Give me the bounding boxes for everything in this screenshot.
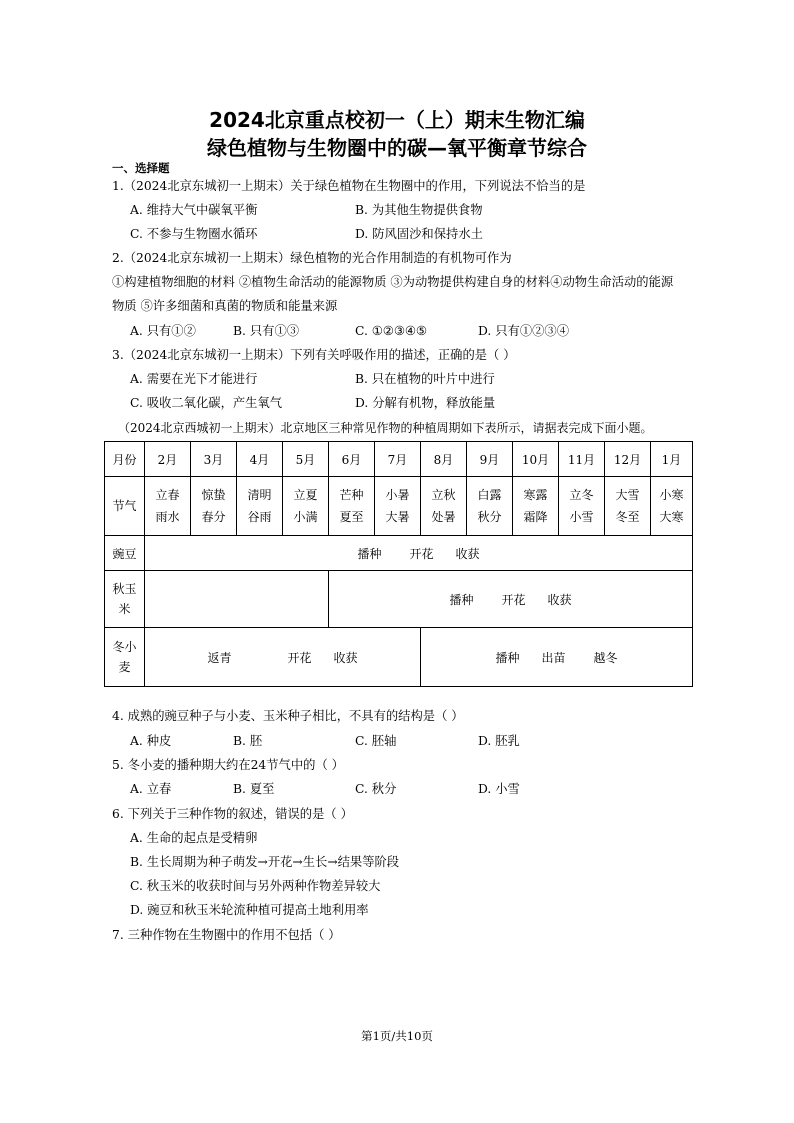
month-cell: 6月 xyxy=(329,442,375,477)
question-5-option-c: C. 秋分 xyxy=(355,782,397,796)
question-1-option-c: C. 不参与生物圈水循环 xyxy=(130,227,258,241)
table-row-months xyxy=(105,442,693,477)
table-intro: （2024北京西城初一上期末）北京地区三种常见作物的种植周期如下表所示，请据表完成下面小题。 xyxy=(118,421,653,435)
month-cell: 7月 xyxy=(375,442,421,477)
question-6-option-a: A. 生命的起点是受精卵 xyxy=(130,831,258,845)
question-1-option-d: D. 防风固沙和保持水土 xyxy=(355,227,483,241)
question-1-option-a: A. 维持大气中碳氧平衡 xyxy=(130,203,258,217)
term-cell: 清明 谷雨 xyxy=(237,477,283,536)
question-4-option-a: A. 种皮 xyxy=(130,734,172,748)
month-cell: 3月 xyxy=(191,442,237,477)
wheat-stages-autumn: 播种 出苗 越冬 xyxy=(421,628,693,687)
question-2-stem: 2.（2024北京东城初一上期末）绿色植物的光合作用制造的有机物可作为 xyxy=(112,251,512,265)
wheat-label: 冬小 麦 xyxy=(105,628,145,687)
question-3-option-d: D. 分解有机物，释放能量 xyxy=(355,396,496,410)
section-heading: 一、选择题 xyxy=(112,161,170,175)
month-cell: 11月 xyxy=(559,442,605,477)
question-4-option-d: D. 胚乳 xyxy=(478,734,520,748)
term-cell: 芒种 夏至 xyxy=(329,477,375,536)
term-cell: 立冬 小雪 xyxy=(559,477,605,536)
month-cell: 9月 xyxy=(467,442,513,477)
month-cell: 5月 xyxy=(283,442,329,477)
question-6-stem: 6. 下列关于三种作物的叙述，错误的是（ ） xyxy=(112,807,353,821)
question-3-option-c: C. 吸收二氧化碳，产生氧气 xyxy=(130,396,283,410)
term-label: 节气 xyxy=(105,477,145,536)
table-row-pea xyxy=(105,536,693,571)
term-cell: 大雪 冬至 xyxy=(605,477,651,536)
question-2-option-c: C. ①②③④⑤ xyxy=(355,324,427,338)
question-5-option-b: B. 夏至 xyxy=(233,782,275,796)
month-cell: 2月 xyxy=(145,442,191,477)
month-cell: 4月 xyxy=(237,442,283,477)
question-6-option-b: B. 生长周期为种子萌发→开花→生长→结果等阶段 xyxy=(130,855,400,869)
corn-empty-cell xyxy=(145,571,329,628)
term-cell: 白露 秋分 xyxy=(467,477,513,536)
question-1-stem: 1.（2024北京东城初一上期末）关于绿色植物在生物圈中的作用，下列说法不恰当的是 xyxy=(112,179,586,193)
pea-label: 豌豆 xyxy=(105,536,145,571)
question-3-option-a: A. 需要在光下才能进行 xyxy=(130,372,258,386)
question-6-option-c: C. 秋玉米的收获时间与另外两种作物差异较大 xyxy=(130,879,381,893)
question-3-option-b: B. 只在植物的叶片中进行 xyxy=(355,372,495,386)
page-subtitle: 绿色植物与生物圈中的碳—氧平衡章节综合 xyxy=(207,136,587,160)
question-2-option-b: B. 只有①③ xyxy=(233,324,300,338)
question-2-line-3: 物质 ⑤许多细菌和真菌的物质和能量来源 xyxy=(112,299,338,313)
wheat-stages-spring: 返青 开花 收获 xyxy=(145,628,421,687)
month-label: 月份 xyxy=(105,442,145,477)
question-7-stem: 7. 三种作物在生物圈中的作用不包括（ ） xyxy=(112,928,341,942)
question-4-stem: 4. 成熟的豌豆种子与小麦、玉米种子相比，不具有的结构是（ ） xyxy=(112,709,464,723)
question-2-line-2: ①构建植物细胞的材料 ②植物生命活动的能源物质 ③为动物提供构建自身的材料④动物生命活动的能源 xyxy=(112,275,674,289)
month-cell: 10月 xyxy=(513,442,559,477)
term-cell: 小寒 大寒 xyxy=(651,477,693,536)
term-cell: 立春 雨水 xyxy=(145,477,191,536)
term-cell: 寒露 霜降 xyxy=(513,477,559,536)
question-2-option-d: D. 只有①②③④ xyxy=(478,324,570,338)
month-cell: 1月 xyxy=(651,442,693,477)
crop-schedule-table xyxy=(104,441,693,687)
question-5-option-a: A. 立春 xyxy=(130,782,172,796)
month-cell: 12月 xyxy=(605,442,651,477)
corn-label: 秋玉 米 xyxy=(105,571,145,628)
table-row-solar-terms xyxy=(105,477,693,536)
term-cell: 小暑 大暑 xyxy=(375,477,421,536)
month-cell: 8月 xyxy=(421,442,467,477)
question-4-option-c: C. 胚轴 xyxy=(355,734,397,748)
table-row-wheat xyxy=(105,628,693,687)
question-2-option-a: A. 只有①② xyxy=(130,324,196,338)
question-4-option-b: B. 胚 xyxy=(233,734,263,748)
corn-stages: 播种 开花 收获 xyxy=(329,571,693,628)
table-row-corn xyxy=(105,571,693,628)
pea-stages: 播种 开花 收获 xyxy=(145,536,693,571)
term-cell: 惊蛰 春分 xyxy=(191,477,237,536)
question-5-stem: 5. 冬小麦的播种期大约在24节气中的（ ） xyxy=(112,758,344,772)
page-title: 2024北京重点校初一（上）期末生物汇编 xyxy=(209,108,585,132)
page-number: 第1页/共10页 xyxy=(361,1029,433,1043)
question-5-option-d: D. 小雪 xyxy=(478,782,520,796)
term-cell: 立夏 小满 xyxy=(283,477,329,536)
question-3-stem: 3.（2024北京东城初一上期末）下列有关呼吸作用的描述，正确的是（ ） xyxy=(112,348,516,362)
question-1-option-b: B. 为其他生物提供食物 xyxy=(355,203,483,217)
question-6-option-d: D. 豌豆和秋玉米轮流种植可提高土地利用率 xyxy=(130,903,369,917)
term-cell: 立秋 处暑 xyxy=(421,477,467,536)
